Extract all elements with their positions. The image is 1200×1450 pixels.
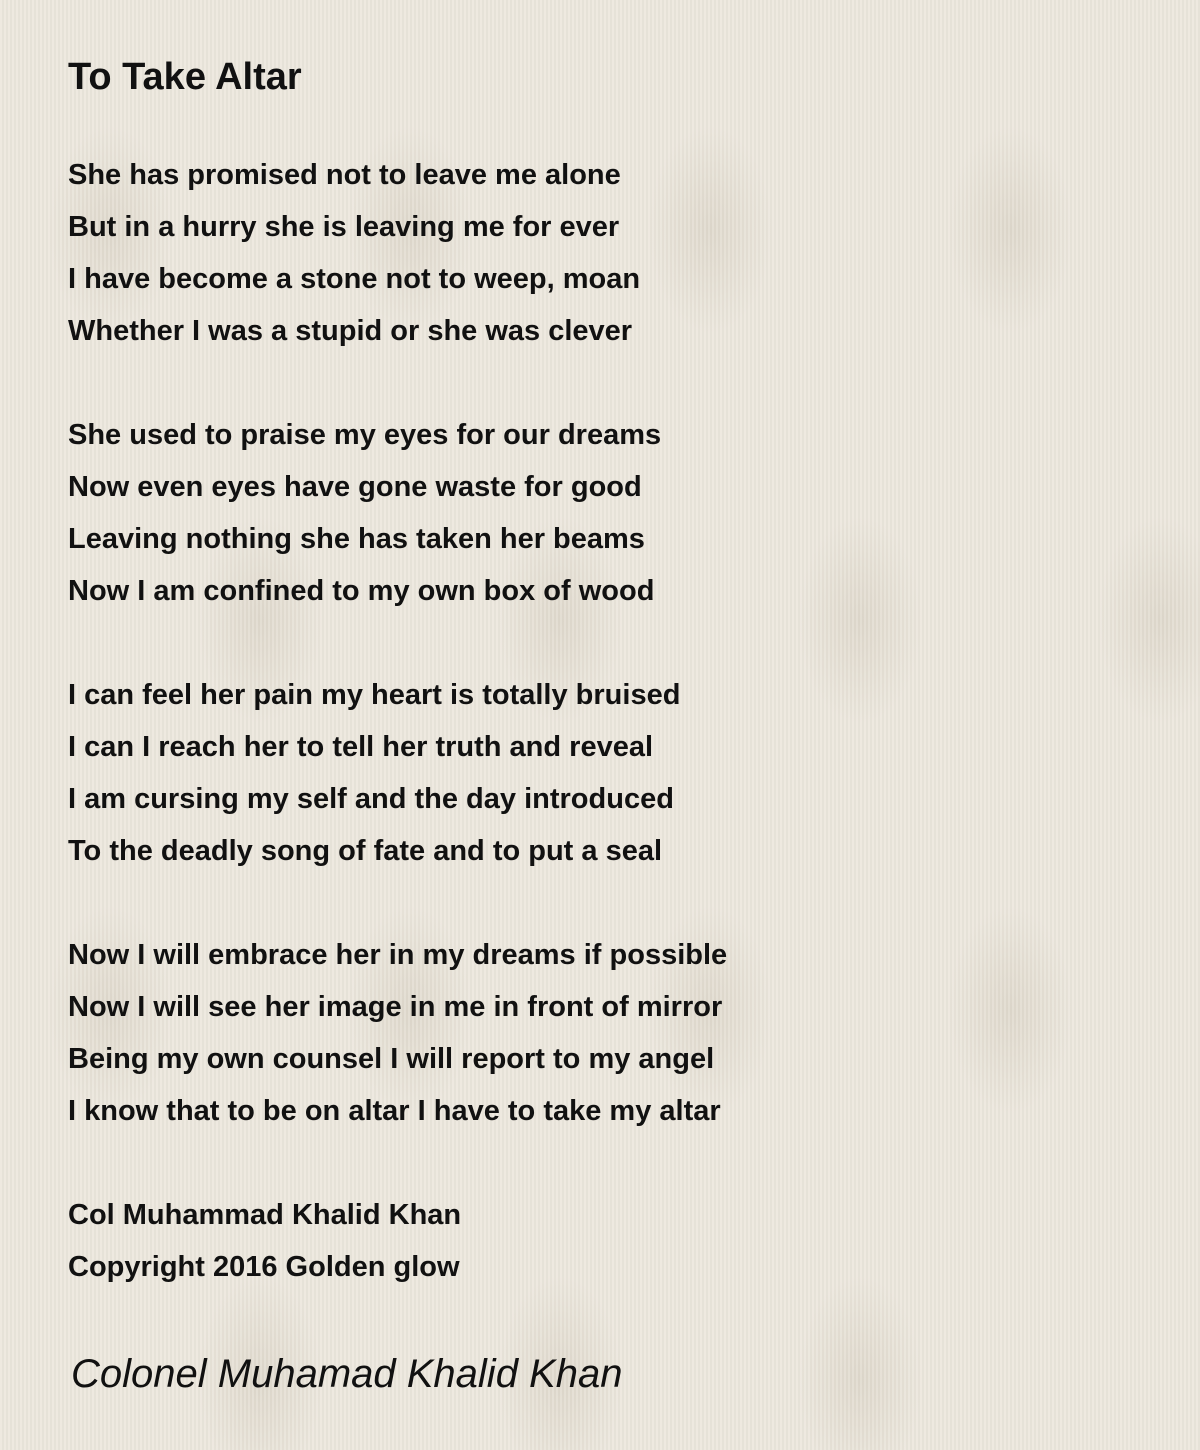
poem-title: To Take Altar: [68, 56, 302, 98]
poem-line: Now I am confined to my own box of wood: [68, 575, 655, 607]
stanza: [68, 929, 1168, 1137]
credit-line: Col Muhammad Khalid Khan: [68, 1199, 462, 1231]
poem-line: Now I will embrace her in my dreams if possible: [68, 939, 728, 971]
stanza: [68, 149, 1168, 357]
poem-line: I can feel her pain my heart is totally bruised: [68, 679, 681, 711]
poem-line: Leaving nothing she has taken her beams: [68, 523, 645, 555]
poem-line: Now I will see her image in me in front of mirror: [68, 991, 723, 1023]
poem-body: [68, 149, 1168, 1345]
poem-line: But in a hurry she is leaving me for ever: [68, 211, 620, 243]
stanza: [68, 409, 1168, 617]
poem-line: Whether I was a stupid or she was clever: [68, 315, 633, 347]
poem-line: I am cursing my self and the day introduced: [68, 783, 674, 815]
poem-line: I have become a stone not to weep, moan: [68, 263, 641, 295]
poem-line: Being my own counsel I will report to my angel: [68, 1043, 715, 1075]
poem-line: To the deadly song of fate and to put a seal: [68, 835, 663, 867]
poem-line: She used to praise my eyes for our dreams: [68, 419, 662, 451]
poem-line: She has promised not to leave me alone: [68, 159, 621, 191]
stanza: [68, 669, 1168, 877]
author-name: Colonel Muhamad Khalid Khan: [71, 1352, 623, 1396]
poem-line: I know that to be on altar I have to take my altar: [68, 1095, 721, 1127]
copyright-line: Copyright 2016 Golden glow: [68, 1251, 460, 1283]
poem-line: Now even eyes have gone waste for good: [68, 471, 642, 503]
poem-line: I can I reach her to tell her truth and reveal: [68, 731, 654, 763]
poem-credits: [68, 1189, 1168, 1293]
